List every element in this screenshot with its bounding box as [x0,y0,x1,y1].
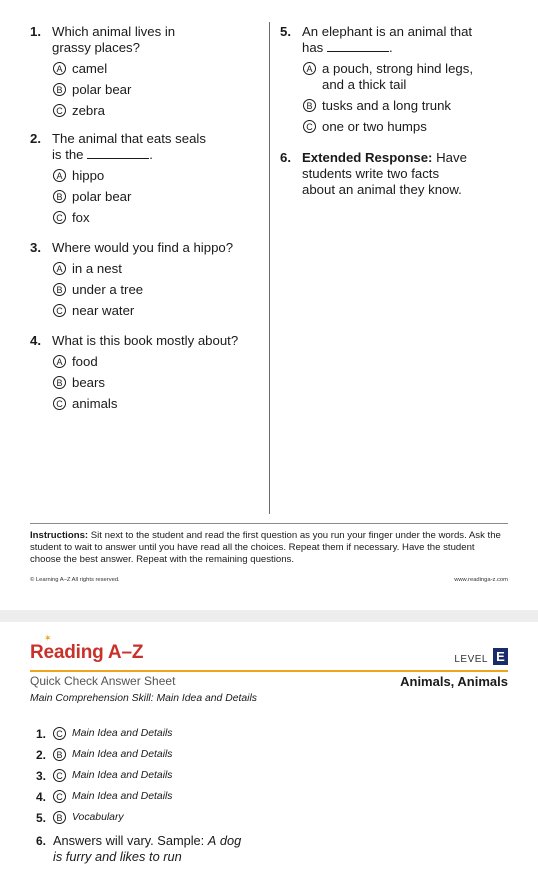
circle-b-icon: B [53,283,66,296]
circle-a-icon: A [53,355,66,368]
question-1 [30,24,262,119]
question-number: 1. [30,24,41,39]
circle-c-icon: C [303,120,316,133]
option-b[interactable]: B under a tree [52,282,262,298]
circle-b-icon: B [53,376,66,389]
website-url: www.readinga-z.com [454,577,508,583]
reading-az-logo: Reading A–Z [30,642,144,663]
question-stem: The animal that eats seals is the . [52,131,206,162]
option-c[interactable]: C one or two humps [302,119,520,135]
level-label: LEVEL [454,654,488,665]
page-gap [0,610,538,622]
question-number: 6. [280,150,291,165]
circle-c-icon: C [53,397,66,410]
option-c[interactable]: C near water [52,303,262,319]
option-b[interactable]: B tusks and a long trunk [302,98,520,114]
option-c[interactable]: C zebra [52,103,262,119]
option-b[interactable]: B polar bear [52,82,262,98]
left-question-column [30,24,262,412]
question-number: 4. [30,333,41,348]
option-c[interactable]: C animals [52,396,262,412]
circle-a-icon: A [53,169,66,182]
question-4 [30,333,262,412]
answer-blank [87,147,149,159]
question-2 [30,131,262,226]
copyright-notice: © Learning A–Z All rights reserved. [30,577,120,583]
option-a[interactable]: A a pouch, strong hind legs, and a thick tail [302,61,520,93]
circle-answer-icon: B [53,748,66,761]
answer-item: 1. C Main Idea and Details [36,727,173,741]
level-badge: E [493,648,508,665]
option-a[interactable]: A in a nest [52,261,262,277]
option-a[interactable]: A camel [52,61,262,77]
question-5 [280,24,520,135]
comprehension-skill: Main Comprehension Skill: Main Idea and Details [30,693,257,704]
header-rule [30,670,508,672]
question-stem: What is this book mostly about? [52,333,239,348]
answer-item: 2. B Main Idea and Details [36,748,173,762]
logo-spark-icon: ✶ [44,633,52,643]
option-b[interactable]: B polar bear [52,189,262,205]
instructions-rule [30,523,508,524]
question-stem: An elephant is an animal that has . [302,24,473,55]
question-stem: Where would you find a hippo? [52,240,234,255]
question-stem: Extended Response: Have students write two facts about an animal they know. [302,150,467,197]
circle-a-icon: A [53,62,66,75]
answer-item-6: 6. Answers will vary. Sample: A dog is furry and likes to run [36,833,242,864]
answer-item: 5. B Vocabulary [36,811,124,825]
circle-answer-icon: C [53,769,66,782]
option-a[interactable]: A hippo [52,168,262,184]
circle-b-icon: B [303,99,316,112]
option-b[interactable]: B bears [52,375,262,391]
option-a[interactable]: A food [52,354,262,370]
book-title: Animals, Animals [400,674,508,689]
circle-b-icon: B [53,83,66,96]
question-number: 2. [30,131,41,146]
circle-c-icon: C [53,104,66,117]
circle-a-icon: A [53,262,66,275]
answer-sheet-page [0,622,538,896]
answer-list [36,726,253,865]
circle-answer-icon: C [53,790,66,803]
circle-c-icon: C [53,304,66,317]
option-c[interactable]: C fox [52,210,262,226]
answer-item: 4. C Main Idea and Details [36,790,173,804]
question-stem: Which animal lives in grassy places? [52,24,176,55]
question-6 [280,150,520,198]
right-question-column [280,24,520,198]
instructions-text: Instructions: Sit next to the student and read the first question as you run your finger under the words. Ask the student to wait to answer until you have read all the choices. Repeat them if necessary. Have the student choose the best answer. Repeat with the remaining questions. [30,530,501,565]
circle-b-icon: B [53,190,66,203]
column-divider [269,22,270,514]
circle-c-icon: C [53,211,66,224]
question-3 [30,240,262,319]
answer-blank [327,40,389,52]
circle-a-icon: A [303,62,316,75]
question-number: 5. [280,24,291,39]
circle-answer-icon: B [53,811,66,824]
sheet-title: Quick Check Answer Sheet [30,674,176,688]
question-number: 3. [30,240,41,255]
circle-answer-icon: C [53,727,66,740]
answer-item: 3. C Main Idea and Details [36,769,173,783]
